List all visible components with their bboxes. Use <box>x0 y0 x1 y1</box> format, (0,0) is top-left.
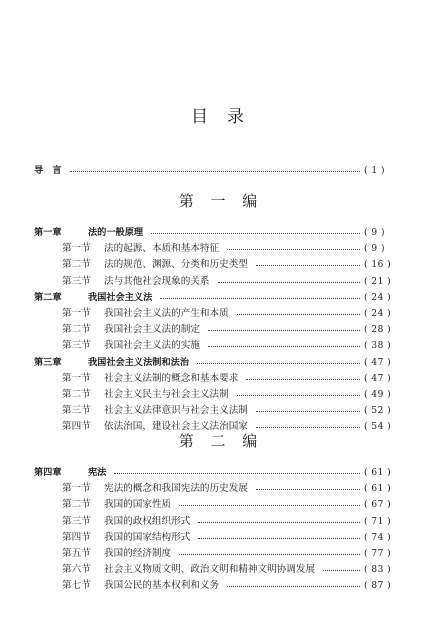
toc-section-number: 第七节 <box>62 580 91 592</box>
toc-chapter-number: 第三章 <box>34 356 62 368</box>
toc-section-leader-dots <box>198 538 360 539</box>
toc-chapter <box>0 465 436 481</box>
toc-section-page-number: ( 61 ) <box>364 484 392 495</box>
toc-section-page-number: ( 9 ) <box>364 244 385 255</box>
toc-section <box>0 306 436 322</box>
toc-chapter-title: 我国社会主义法制和法治 <box>88 356 190 368</box>
toc-section-number: 第四节 <box>62 421 91 433</box>
toc-section <box>0 530 436 546</box>
toc-chapter-number: 第二章 <box>34 291 62 303</box>
toc-section-title: 我国社会主义法的实施 <box>104 340 200 352</box>
toc-section-title: 我国社会主义法的制定 <box>104 324 200 336</box>
toc-section-title: 社会主义法制的概念和基本要求 <box>104 372 239 384</box>
toc-section <box>0 241 436 257</box>
toc-chapter-leader-dots <box>151 233 360 234</box>
toc-section-number: 第二节 <box>62 324 91 336</box>
toc-section-leader-dots <box>246 379 360 380</box>
toc-section-number: 第三节 <box>62 275 91 287</box>
toc-section-leader-dots <box>256 427 360 428</box>
toc-section-page-number: ( 28 ) <box>364 325 392 336</box>
toc-section <box>0 257 436 273</box>
toc-section-title: 社会主义物质文明、政治文明和精神文明协调发展 <box>104 564 316 576</box>
toc-chapter-leader-dots <box>197 363 360 364</box>
toc-section-number: 第三节 <box>62 340 91 352</box>
toc-section-page-number: ( 83 ) <box>364 565 392 576</box>
toc-section-leader-dots <box>256 489 360 490</box>
toc-section-title: 宪法的概念和我国宪法的历史发展 <box>104 483 248 495</box>
toc-section-number: 第一节 <box>62 483 91 495</box>
toc-section-page-number: ( 77 ) <box>364 549 392 559</box>
toc-intro-leader-dots <box>70 171 360 172</box>
toc-chapter-number: 第四章 <box>34 467 62 478</box>
toc-section-number: 第三节 <box>62 405 91 417</box>
part-title: 第 一 编 <box>178 192 258 210</box>
toc-section-leader-dots <box>198 522 360 523</box>
toc-section-title: 我国社会主义法的产生和本质 <box>104 308 229 319</box>
toc-section <box>0 371 436 387</box>
toc-chapter-leader-dots <box>160 298 360 299</box>
toc-section-page-number: ( 24 ) <box>364 309 392 319</box>
toc-section <box>0 403 436 419</box>
toc-intro-number: 导 言 <box>34 165 62 176</box>
toc-chapter-title: 我国社会主义法 <box>88 291 153 303</box>
toc-section-page-number: ( 52 ) <box>364 406 392 417</box>
toc-section <box>0 578 436 594</box>
toc-intro-page-number: ( 1 ) <box>364 166 385 176</box>
toc-chapter <box>0 355 436 371</box>
toc-chapter-leader-dots <box>114 473 360 474</box>
toc-section <box>0 497 436 513</box>
toc-section-title: 我国的政权组织形式 <box>104 515 191 527</box>
toc-section-page-number: ( 21 ) <box>364 276 392 287</box>
toc-section-number: 第六节 <box>62 564 91 576</box>
toc-section-leader-dots <box>208 330 360 331</box>
toc-section-number: 第一节 <box>62 243 91 255</box>
toc-intro <box>0 163 436 179</box>
toc-chapter-title: 宪法 <box>88 467 107 478</box>
toc-section-title: 我国的国家性质 <box>104 499 172 511</box>
toc-section-number: 第一节 <box>62 372 91 384</box>
toc-section-page-number: ( 16 ) <box>364 260 392 271</box>
toc-section-title: 我国公民的基本权利和义务 <box>104 580 220 592</box>
toc-section-page-number: ( 67 ) <box>364 500 392 511</box>
toc-section <box>0 481 436 497</box>
toc-section-number: 第五节 <box>62 548 91 559</box>
toc-section-leader-dots <box>227 249 360 250</box>
toc-chapter <box>0 290 436 306</box>
toc-section-title: 我国的经济制度 <box>104 548 172 559</box>
toc-section-page-number: ( 87 ) <box>364 581 392 592</box>
toc-section-page-number: ( 74 ) <box>364 532 392 543</box>
toc-section <box>0 274 436 290</box>
toc-section-leader-dots <box>237 395 360 396</box>
toc-section <box>0 546 436 562</box>
toc-section-page-number: ( 54 ) <box>364 422 392 433</box>
part-title: 第 二 编 <box>178 432 258 450</box>
toc-section-page-number: ( 38 ) <box>364 341 392 352</box>
toc-section-leader-dots <box>256 411 360 412</box>
toc-section <box>0 338 436 354</box>
toc-section-leader-dots <box>227 586 360 587</box>
toc-section-title: 法与其他社会现象的关系 <box>104 275 210 287</box>
toc-section-leader-dots <box>323 570 360 571</box>
toc-chapter-page-number: ( 9 ) <box>364 228 385 238</box>
toc-section-page-number: ( 71 ) <box>364 516 392 527</box>
toc-section-number: 第三节 <box>62 515 91 527</box>
toc-chapter-number: 第一章 <box>34 227 62 238</box>
toc-section-number: 第四节 <box>62 531 91 543</box>
toc-chapter-title: 法的一般原理 <box>88 227 144 238</box>
toc-section-title: 社会主义民主与社会主义法制 <box>104 389 229 400</box>
toc-section-title: 社会主义法律意识与社会主义法制 <box>104 405 248 417</box>
toc-chapter-page-number: ( 47 ) <box>364 357 392 368</box>
toc-section-page-number: ( 49 ) <box>364 390 392 400</box>
page-title: 目 录 <box>191 107 245 127</box>
toc-section-leader-dots <box>179 554 360 555</box>
toc-section-number: 第二节 <box>62 389 91 400</box>
toc-section-page-number: ( 47 ) <box>364 373 392 384</box>
toc-section-leader-dots <box>179 505 360 506</box>
toc-section-title: 我国的国家结构形式 <box>104 531 191 543</box>
toc-section-number: 第二节 <box>62 259 91 271</box>
toc-section <box>0 514 436 530</box>
toc-section-leader-dots <box>218 282 360 283</box>
toc-section-leader-dots <box>256 265 360 266</box>
toc-section-number: 第二节 <box>62 499 91 511</box>
toc-section-title: 依法治国，建设社会主义法治国家 <box>104 421 248 433</box>
toc-section-title: 法的规范、渊源、分类和历史类型 <box>104 259 248 271</box>
toc-chapter-page-number: ( 24 ) <box>364 292 392 303</box>
toc-section <box>0 322 436 338</box>
toc-section-title: 法的起源、本质和基本特征 <box>104 243 220 255</box>
toc-section-leader-dots <box>208 346 360 347</box>
toc-chapter <box>0 225 436 241</box>
toc-section <box>0 387 436 403</box>
toc-section <box>0 562 436 578</box>
toc-section-number: 第一节 <box>62 308 91 319</box>
toc-section-leader-dots <box>237 314 360 315</box>
toc-chapter-page-number: ( 61 ) <box>364 468 392 478</box>
